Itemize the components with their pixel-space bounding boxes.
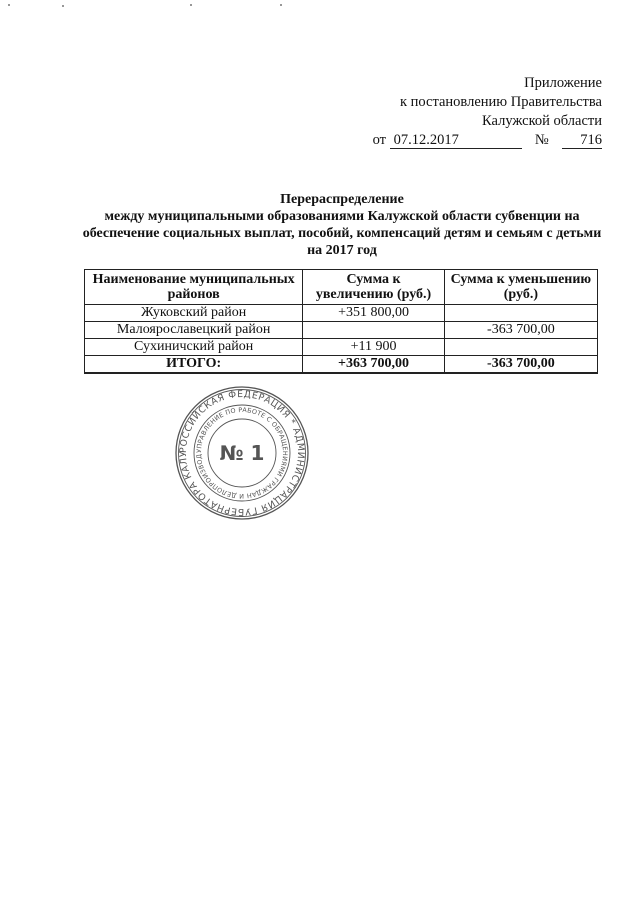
header-district: Наименование муниципальных районов (85, 270, 303, 305)
appendix-label: Приложение (524, 75, 602, 91)
table-row (85, 322, 598, 339)
table-row (85, 339, 598, 356)
decrease-amount: -363 700,00 (444, 322, 597, 339)
table-row (85, 305, 598, 322)
appendix-date-line (373, 131, 602, 150)
appendix-ref-line: к постановлению Правительства (400, 94, 602, 110)
scan-specks (0, 2, 640, 10)
total-increase: +363 700,00 (303, 356, 444, 374)
district-name: Малоярославецкий район (85, 322, 303, 339)
appendix-region-line: Калужской области (482, 113, 602, 129)
decrease-amount (444, 339, 597, 356)
total-label: ИТОГО: (85, 356, 303, 374)
header-increase: Сумма к увеличению (руб.) (303, 270, 444, 305)
table-header-row (85, 270, 598, 305)
increase-amount: +11 900 (303, 339, 444, 356)
table-total-row (85, 356, 598, 374)
seal-center-number: № 1 (219, 441, 265, 465)
appendix-header (373, 74, 602, 150)
header-decrease: Сумма к уменьшению (руб.) (444, 270, 597, 305)
title-line-2: между муниципальными образованиями Калужской области субвенции на (104, 209, 580, 224)
document-title (82, 191, 602, 259)
title-line-4: на 2017 год (307, 243, 377, 258)
title-line-1: Перераспределение (280, 192, 404, 207)
redistribution-table (84, 269, 598, 374)
seal-graphic (174, 385, 310, 521)
date-prefix: от (372, 132, 387, 148)
district-name: Жуковский район (85, 305, 303, 322)
official-seal (174, 385, 310, 521)
title-line-3: обеспечение социальных выплат, пособий, компенсаций детям и семьям с детьми (82, 226, 602, 241)
decrease-amount (444, 305, 597, 322)
seal-inner-text: УПРАВЛЕНИЕ ПО РАБОТЕ С ОБРАЩЕНИЯМИ ГРАЖДАН И ДЕЛОПРОИЗВОД (194, 405, 290, 501)
increase-amount: +351 800,00 (303, 305, 444, 322)
number-prefix: № (534, 132, 549, 148)
total-decrease: -363 700,00 (444, 356, 597, 374)
number-value: 716 (562, 132, 602, 149)
seal-outer-text: РОССИЙСКАЯ ФЕДЕРАЦИЯ * АДМИНИСТРАЦИЯ ГУБЕРНАТОРА КАЛУ (177, 388, 307, 518)
district-name: Сухиничский район (85, 339, 303, 356)
increase-amount (303, 322, 444, 339)
date-value: 07.12.2017 (390, 132, 522, 149)
